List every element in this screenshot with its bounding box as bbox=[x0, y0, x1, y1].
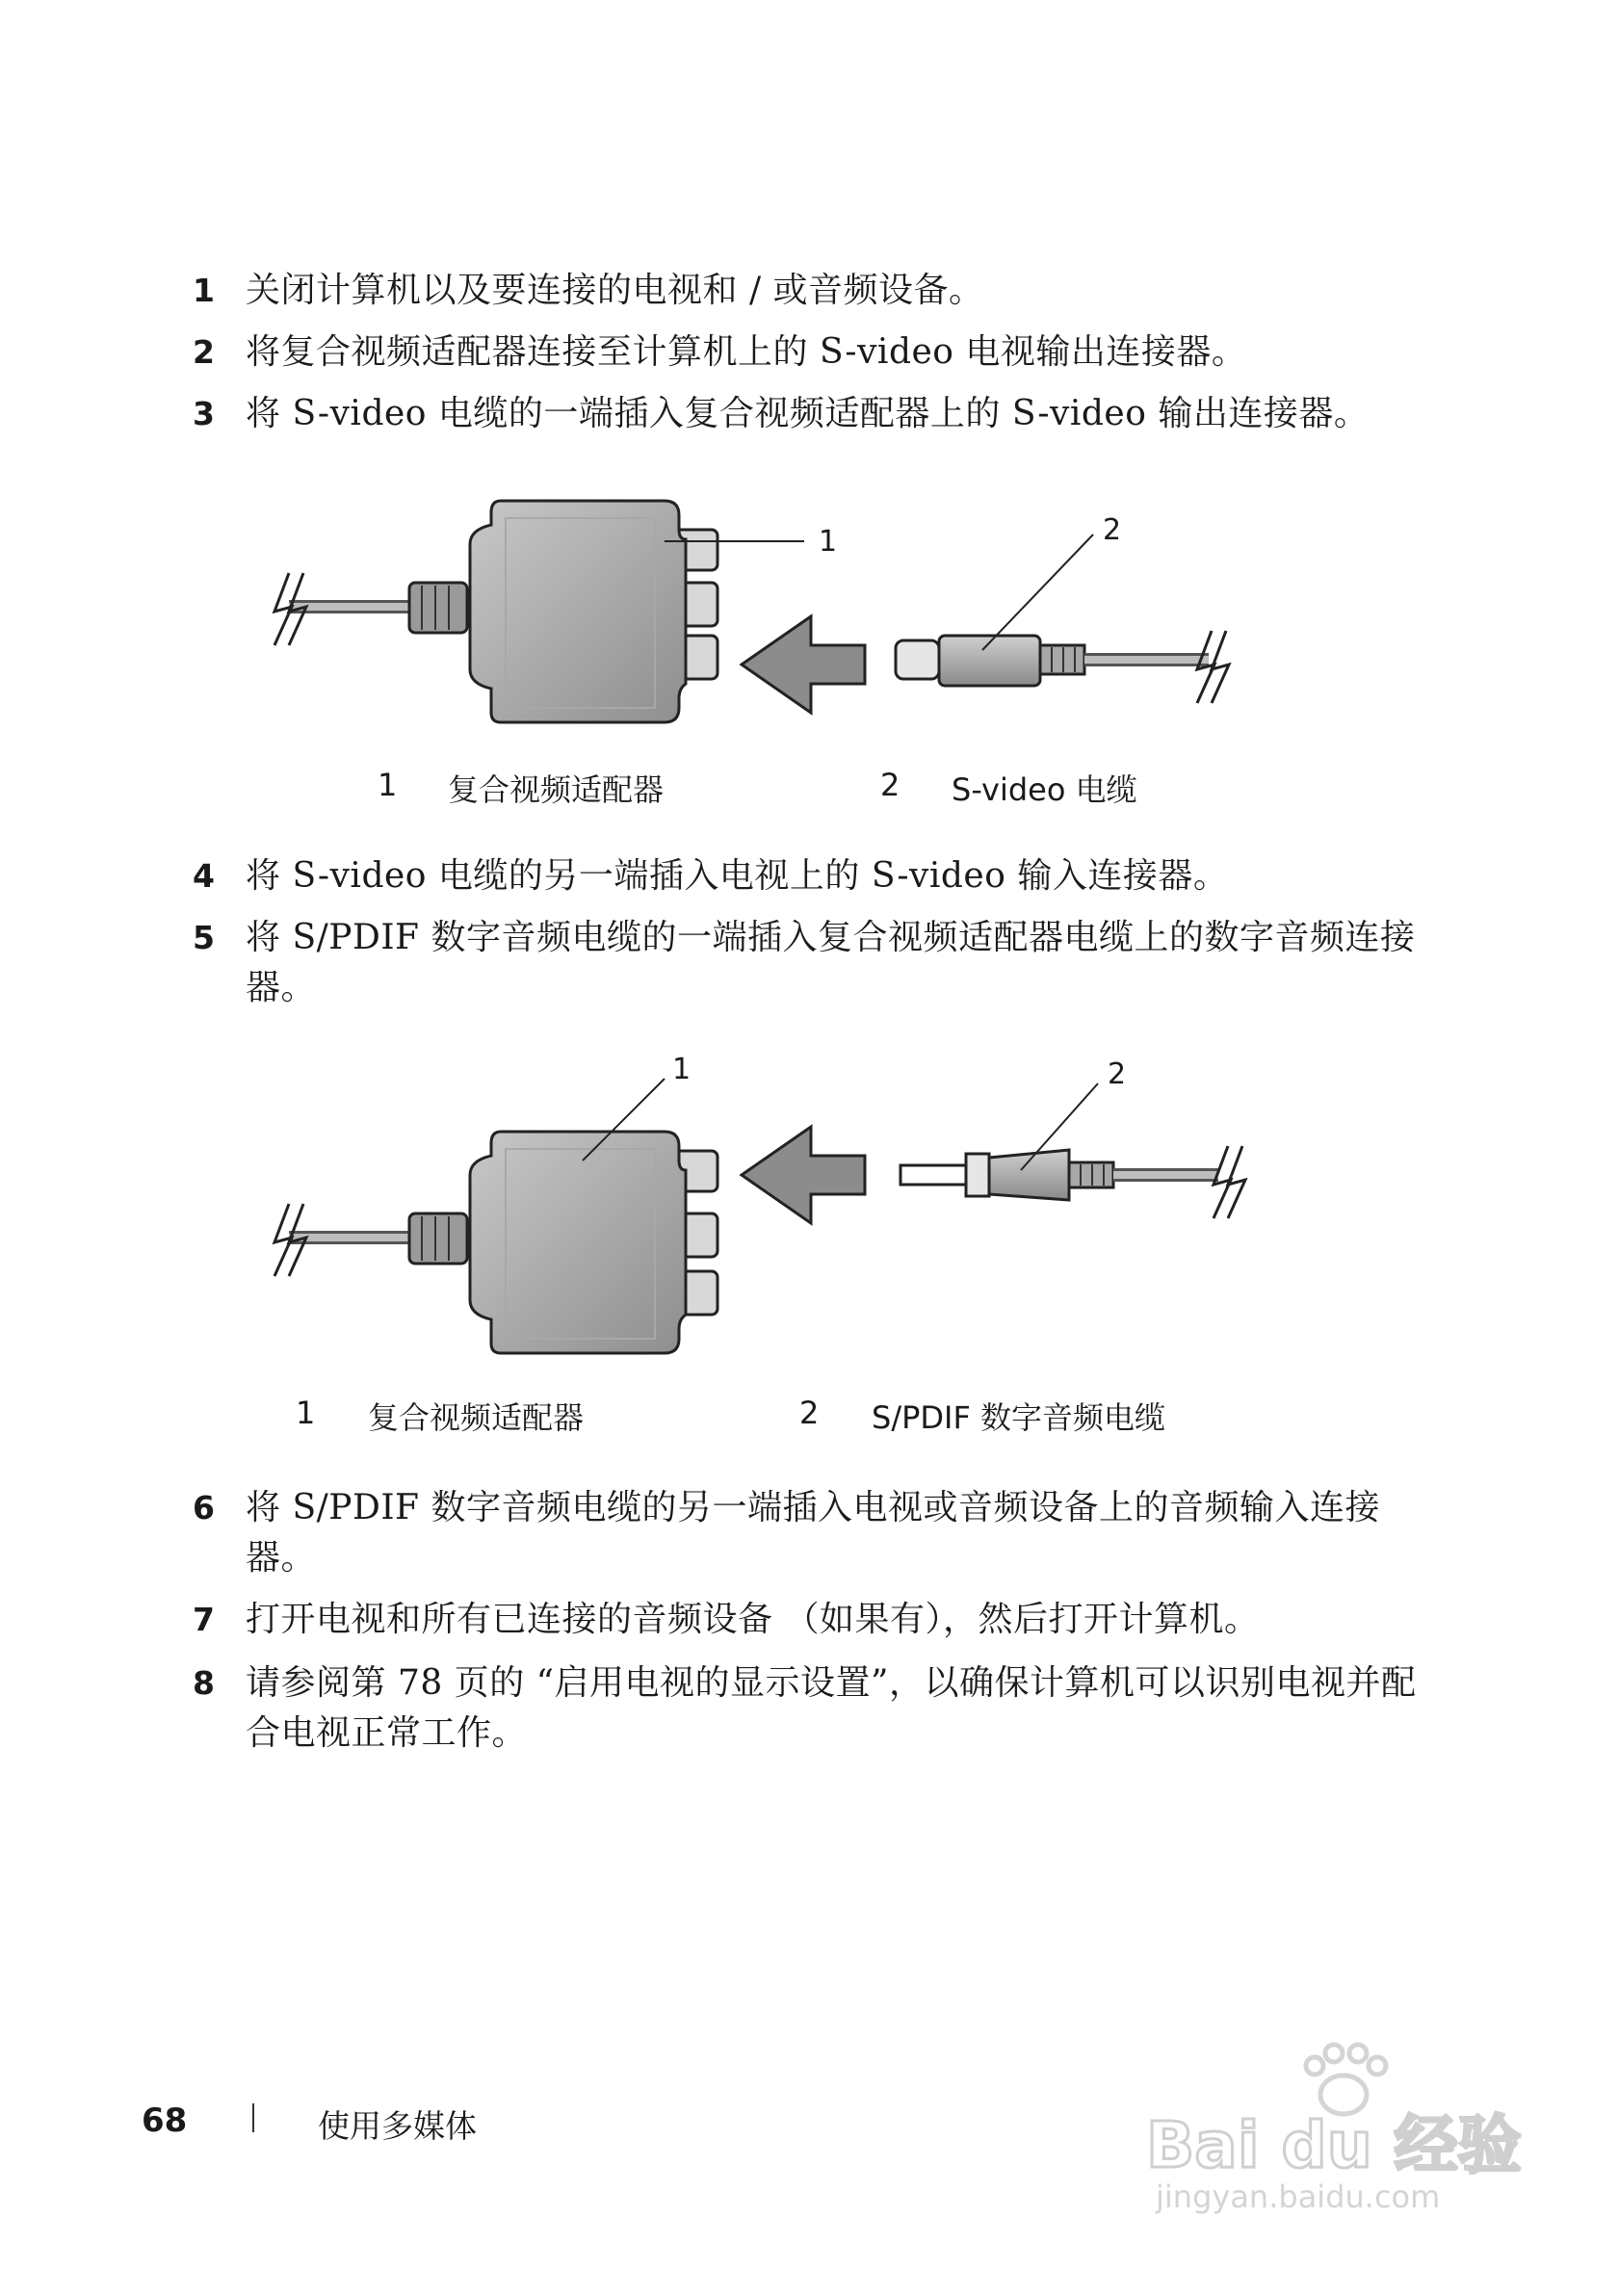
step-text: 将 S/PDIF 数字音频电缆的一端插入复合视频适配器电缆上的数字音频连接器。 bbox=[246, 918, 1416, 1007]
page-number: 68 bbox=[142, 2101, 188, 2140]
insert-arrow-icon bbox=[742, 616, 865, 713]
step-8 bbox=[193, 1658, 1425, 1759]
caption-number: 1 bbox=[378, 767, 398, 803]
step-7 bbox=[193, 1595, 1425, 1645]
step-number: 3 bbox=[193, 395, 215, 432]
step-number: 5 bbox=[193, 919, 215, 956]
caption-number: 2 bbox=[799, 1395, 820, 1431]
step-6 bbox=[193, 1483, 1425, 1583]
step-text: 打开电视和所有已连接的音频设备 （如果有），然后打开计算机。 bbox=[246, 1600, 1260, 1639]
caption-label: S/PDIF 数字音频电缆 bbox=[872, 1399, 1166, 1436]
step-text: 将 S-video 电缆的另一端插入电视上的 S-video 输入连接器。 bbox=[246, 856, 1229, 896]
svideo-cable bbox=[896, 631, 1229, 703]
caption-number: 2 bbox=[880, 767, 900, 803]
adapter-cable bbox=[274, 1204, 467, 1276]
callout-label-2: 2 bbox=[1108, 1057, 1127, 1091]
callout-label-1: 1 bbox=[672, 1053, 692, 1086]
step-text: 请参阅第 78 页的 “启用电视的显示设置”，以确保计算机可以识别电视并配合电视正常工作。 bbox=[246, 1663, 1417, 1753]
footer-divider bbox=[252, 2103, 254, 2132]
step-number: 8 bbox=[193, 1664, 215, 1702]
callout-label-1: 1 bbox=[819, 525, 838, 559]
baidu-watermark bbox=[1136, 2032, 1551, 2215]
section-title: 使用多媒体 bbox=[318, 2107, 477, 2145]
figure-svideo-connection bbox=[0, 491, 1618, 819]
caption-label: 复合视频适配器 bbox=[448, 771, 665, 808]
step-text: 将 S-video 电缆的一端插入复合视频适配器上的 S-video 输出连接器。 bbox=[246, 394, 1370, 433]
insert-arrow-icon bbox=[742, 1127, 865, 1223]
callout-leader-2 bbox=[982, 535, 1093, 650]
callout-label-2: 2 bbox=[1103, 513, 1122, 547]
step-2 bbox=[193, 327, 1425, 378]
step-1 bbox=[193, 266, 1425, 316]
caption-label: S-video 电缆 bbox=[952, 771, 1137, 808]
spdif-diagram bbox=[0, 1050, 1618, 1358]
spdif-cable bbox=[900, 1146, 1245, 1218]
paw-icon bbox=[1136, 2032, 1551, 2215]
step-3 bbox=[193, 389, 1425, 439]
step-number: 1 bbox=[193, 272, 215, 309]
caption-number: 1 bbox=[296, 1395, 316, 1431]
caption-label: 复合视频适配器 bbox=[368, 1399, 585, 1436]
watermark-brand: Bai du 经验 bbox=[1146, 2108, 1522, 2182]
figure-spdif-connection bbox=[0, 1050, 1618, 1358]
step-text: 关闭计算机以及要连接的电视和 / 或音频设备。 bbox=[246, 271, 984, 310]
step-5 bbox=[193, 913, 1425, 1013]
step-number: 2 bbox=[193, 333, 215, 371]
step-number: 7 bbox=[193, 1601, 215, 1638]
step-4 bbox=[193, 851, 1425, 901]
step-number: 4 bbox=[193, 857, 215, 895]
step-text: 将 S/PDIF 数字音频电缆的另一端插入电视或音频设备上的音频输入连接器。 bbox=[246, 1488, 1380, 1578]
composite-video-adapter bbox=[470, 1132, 718, 1353]
adapter-cable bbox=[274, 573, 467, 645]
step-text: 将复合视频适配器连接至计算机上的 S-video 电视输出连接器。 bbox=[246, 332, 1247, 372]
composite-video-adapter bbox=[470, 501, 718, 722]
svideo-diagram bbox=[0, 491, 1618, 819]
watermark-url: jingyan.baidu.com bbox=[1156, 2179, 1441, 2215]
step-number: 6 bbox=[193, 1489, 215, 1526]
